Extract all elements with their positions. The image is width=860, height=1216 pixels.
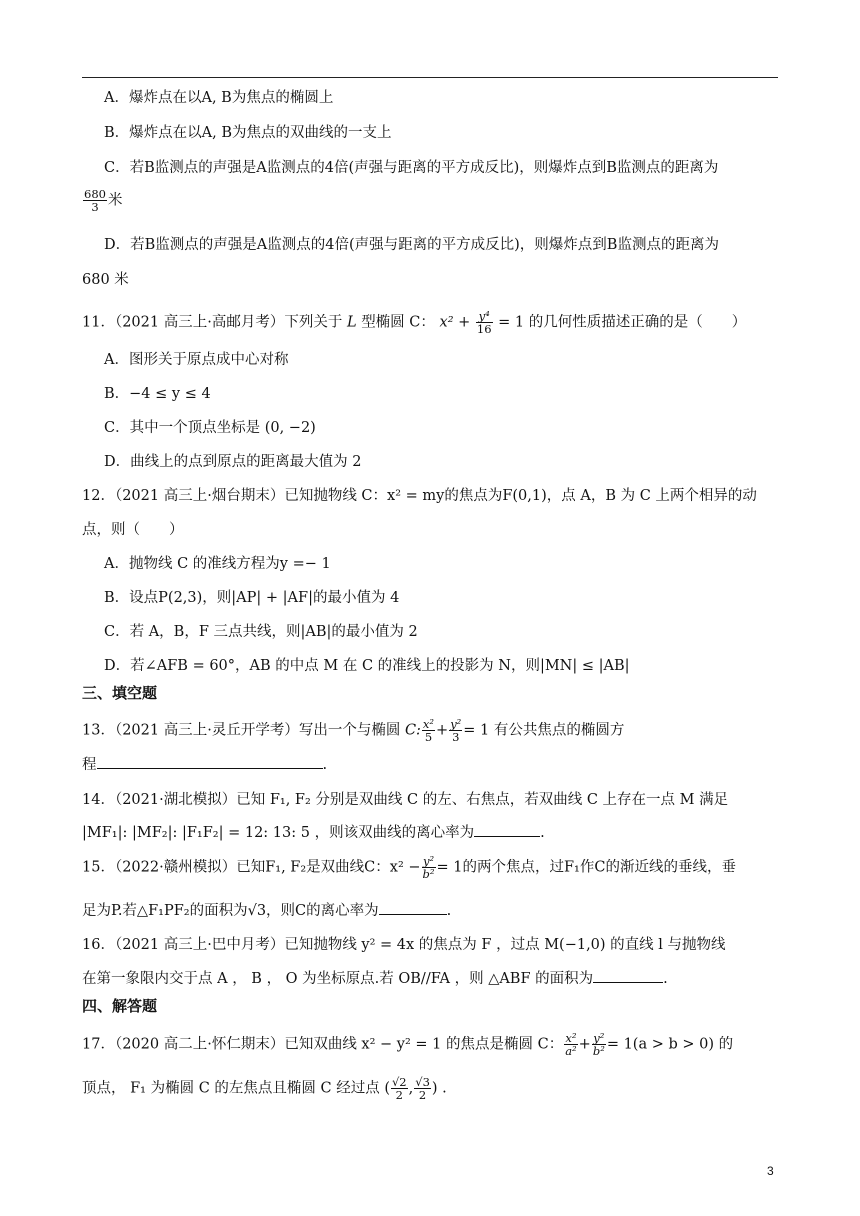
q11-option-c: C．其中一个顶点坐标是 (0, −2) — [104, 420, 316, 436]
q11-option-a: A．图形关于原点成中心对称 — [104, 352, 289, 368]
fraction: $\frac{\text{x²}}{\text{a²}}$ — [565, 1031, 577, 1058]
q12-option-a: A．抛物线 C 的准线方程为y =− 1 — [104, 556, 331, 572]
fraction: $\frac{\text{y²}}{3}$ — [450, 717, 462, 744]
answer-blank[interactable] — [379, 900, 447, 915]
fraction: $\frac{680}{3}$ — [84, 187, 106, 214]
q15-line2: 足为P.若△F₁PF₂的面积为√3，则C的离心率为 . — [82, 900, 782, 921]
fraction: $\frac{\text{y⁴}}{16}$ — [476, 309, 492, 336]
q10-option-d-line2: 680 米 — [82, 272, 129, 288]
q17-stem: 17．（2020 高二上·怀仁期末）已知双曲线 x² − y² = 1 的焦点是椭圆 C： $\frac{\text{x²}}{\text{a²}}$ + $\frac{\text{y²}}{\text{b²}}$ = 1(a > b > 0) 的 — [82, 1031, 734, 1058]
answer-blank[interactable] — [474, 822, 540, 837]
q10-option-c-line2: $\frac{680}{3}$ 米 — [84, 187, 123, 214]
q15-stem: 15．（2022·赣州模拟）已知F₁, F₂是双曲线C：x² − $\frac{\text{y²}}{\text{b²}}$ = 1的两个焦点，过F₁作C的渐近线的垂线，垂 — [82, 854, 736, 881]
fraction: $\frac{\text{y²}}{\text{b²}}$ — [592, 1031, 605, 1058]
q11-option-b: B．−4 ≤ y ≤ 4 — [104, 386, 211, 402]
fraction: $\frac{\text{y²}}{\text{b²}}$ — [422, 854, 435, 881]
q12-option-d: D．若∠AFB = 60°，AB 的中点 M 在 C 的准线上的投影为 N，则|MN| ≤ |AB| — [104, 658, 630, 674]
answer-blank[interactable] — [97, 754, 323, 769]
fraction: $\frac{√2}{2}$ — [391, 1075, 407, 1102]
q11-stem: 11．（2021 高三上·高邮月考）下列关于 L 型椭圆 C： x² + $\frac{\text{y⁴}}{16}$ = 1 的几何性质描述正确的是（ ） — [82, 309, 747, 336]
q10-option-b: B．爆炸点在以A, B为焦点的双曲线的一支上 — [104, 125, 392, 141]
section-heading-answer: 四、解答题 — [82, 997, 158, 1015]
q13-stem: 13．（2021 高三上·灵丘开学考）写出一个与椭圆 C: $\frac{\text{x²}}{5}$ + $\frac{\text{y²}}{3}$ = 1 有公共焦点的椭圆方 — [82, 717, 625, 744]
q10-option-d-line1: D．若B监测点的声强是A监测点的4倍(声强与距离的平方成反比)，则爆炸点到B监测点的距离为 — [104, 237, 719, 253]
q13-line2: 程 . — [82, 754, 782, 775]
header-rule — [82, 77, 778, 78]
q12-stem-line2: 点，则（ ） — [82, 522, 184, 538]
q10-option-c-line1: C．若B监测点的声强是A监测点的4倍(声强与距离的平方成反比)，则爆炸点到B监测点的距离为 — [104, 160, 719, 176]
q16-stem-line1: 16．（2021 高三上·巴中月考）已知抛物线 y² = 4x 的焦点为 F ，过点 M(−1,0) 的直线 l 与抛物线 — [82, 937, 726, 953]
section-heading-fill-blank: 三、填空题 — [82, 684, 158, 702]
fraction: $\frac{\text{x²}}{5}$ — [422, 717, 435, 744]
q14-stem-line1: 14．（2021·湖北模拟）已知 F₁, F₂ 分别是双曲线 C 的左、右焦点，若双曲线 C 上存在一点 M 满足 — [82, 792, 729, 808]
q14-line2: |MF₁|: |MF₂|: |F₁F₂| = 12: 13: 5 ，则该双曲线的离心率为 . — [82, 822, 782, 843]
q10-option-a: A．爆炸点在以A, B为焦点的椭圆上 — [104, 90, 334, 106]
q12-option-c: C．若 A，B，F 三点共线，则|AB|的最小值为 2 — [104, 624, 418, 640]
page-number: 3 — [767, 1164, 774, 1178]
q16-line2: 在第一象限内交于点 A ， B ， O 为坐标原点.若 OB//FA ，则 △ABF 的面积为 . — [82, 968, 782, 989]
fraction: $\frac{√3}{2}$ — [415, 1075, 430, 1102]
q11-option-d: D．曲线上的点到原点的距离最大值为 2 — [104, 454, 362, 470]
q12-stem-line1: 12．（2021 高三上·烟台期末）已知抛物线 C：x² = my的焦点为F(0,1)，点 A，B 为 C 上两个相异的动 — [82, 488, 757, 504]
q12-option-b: B．设点P(2,3)，则|AP| + |AF|的最小值为 4 — [104, 590, 400, 606]
answer-blank[interactable] — [593, 968, 663, 983]
q17-line2: 顶点， F₁ 为椭圆 C 的左焦点且椭圆 C 经过点 ( $\frac{√2}{2}$ , $\frac{√3}{2}$ ) . — [82, 1075, 447, 1102]
